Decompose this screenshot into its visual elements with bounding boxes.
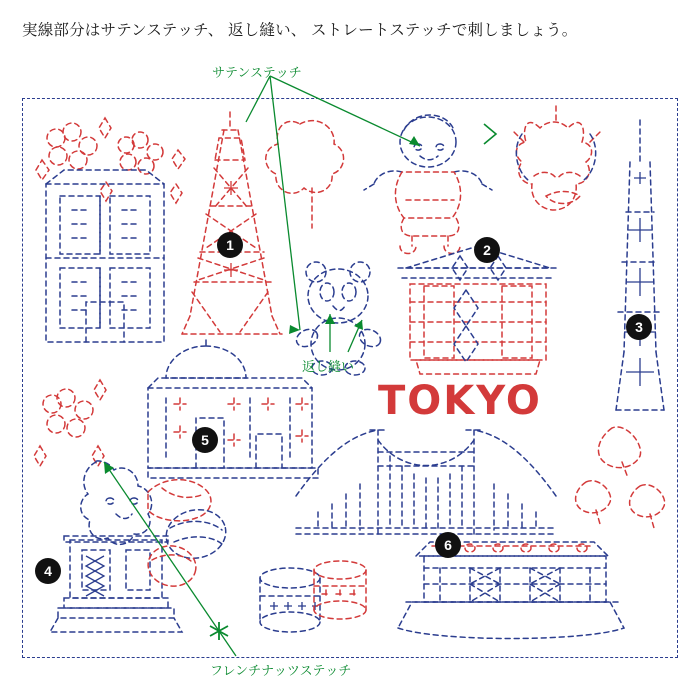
motif-number-1: 1 bbox=[217, 232, 243, 258]
tokyo-lettering: TOKYO bbox=[378, 378, 542, 424]
annotation-backstitch: 返し縫い bbox=[302, 359, 355, 374]
pattern-board bbox=[22, 98, 678, 658]
motif-number-6: 6 bbox=[435, 532, 461, 558]
annotation-satin-stitch: サテンステッチ bbox=[212, 65, 302, 80]
instruction-caption: 実線部分はサテンステッチ、 返し縫い、 ストレートステッチで刺しましょう。 bbox=[22, 22, 578, 39]
annotation-french-knot: フレンチナッツステッチ bbox=[210, 663, 352, 678]
motif-number-2: 2 bbox=[474, 237, 500, 263]
motif-number-3: 3 bbox=[626, 314, 652, 340]
motif-number-4: 4 bbox=[35, 558, 61, 584]
motif-number-5: 5 bbox=[192, 427, 218, 453]
